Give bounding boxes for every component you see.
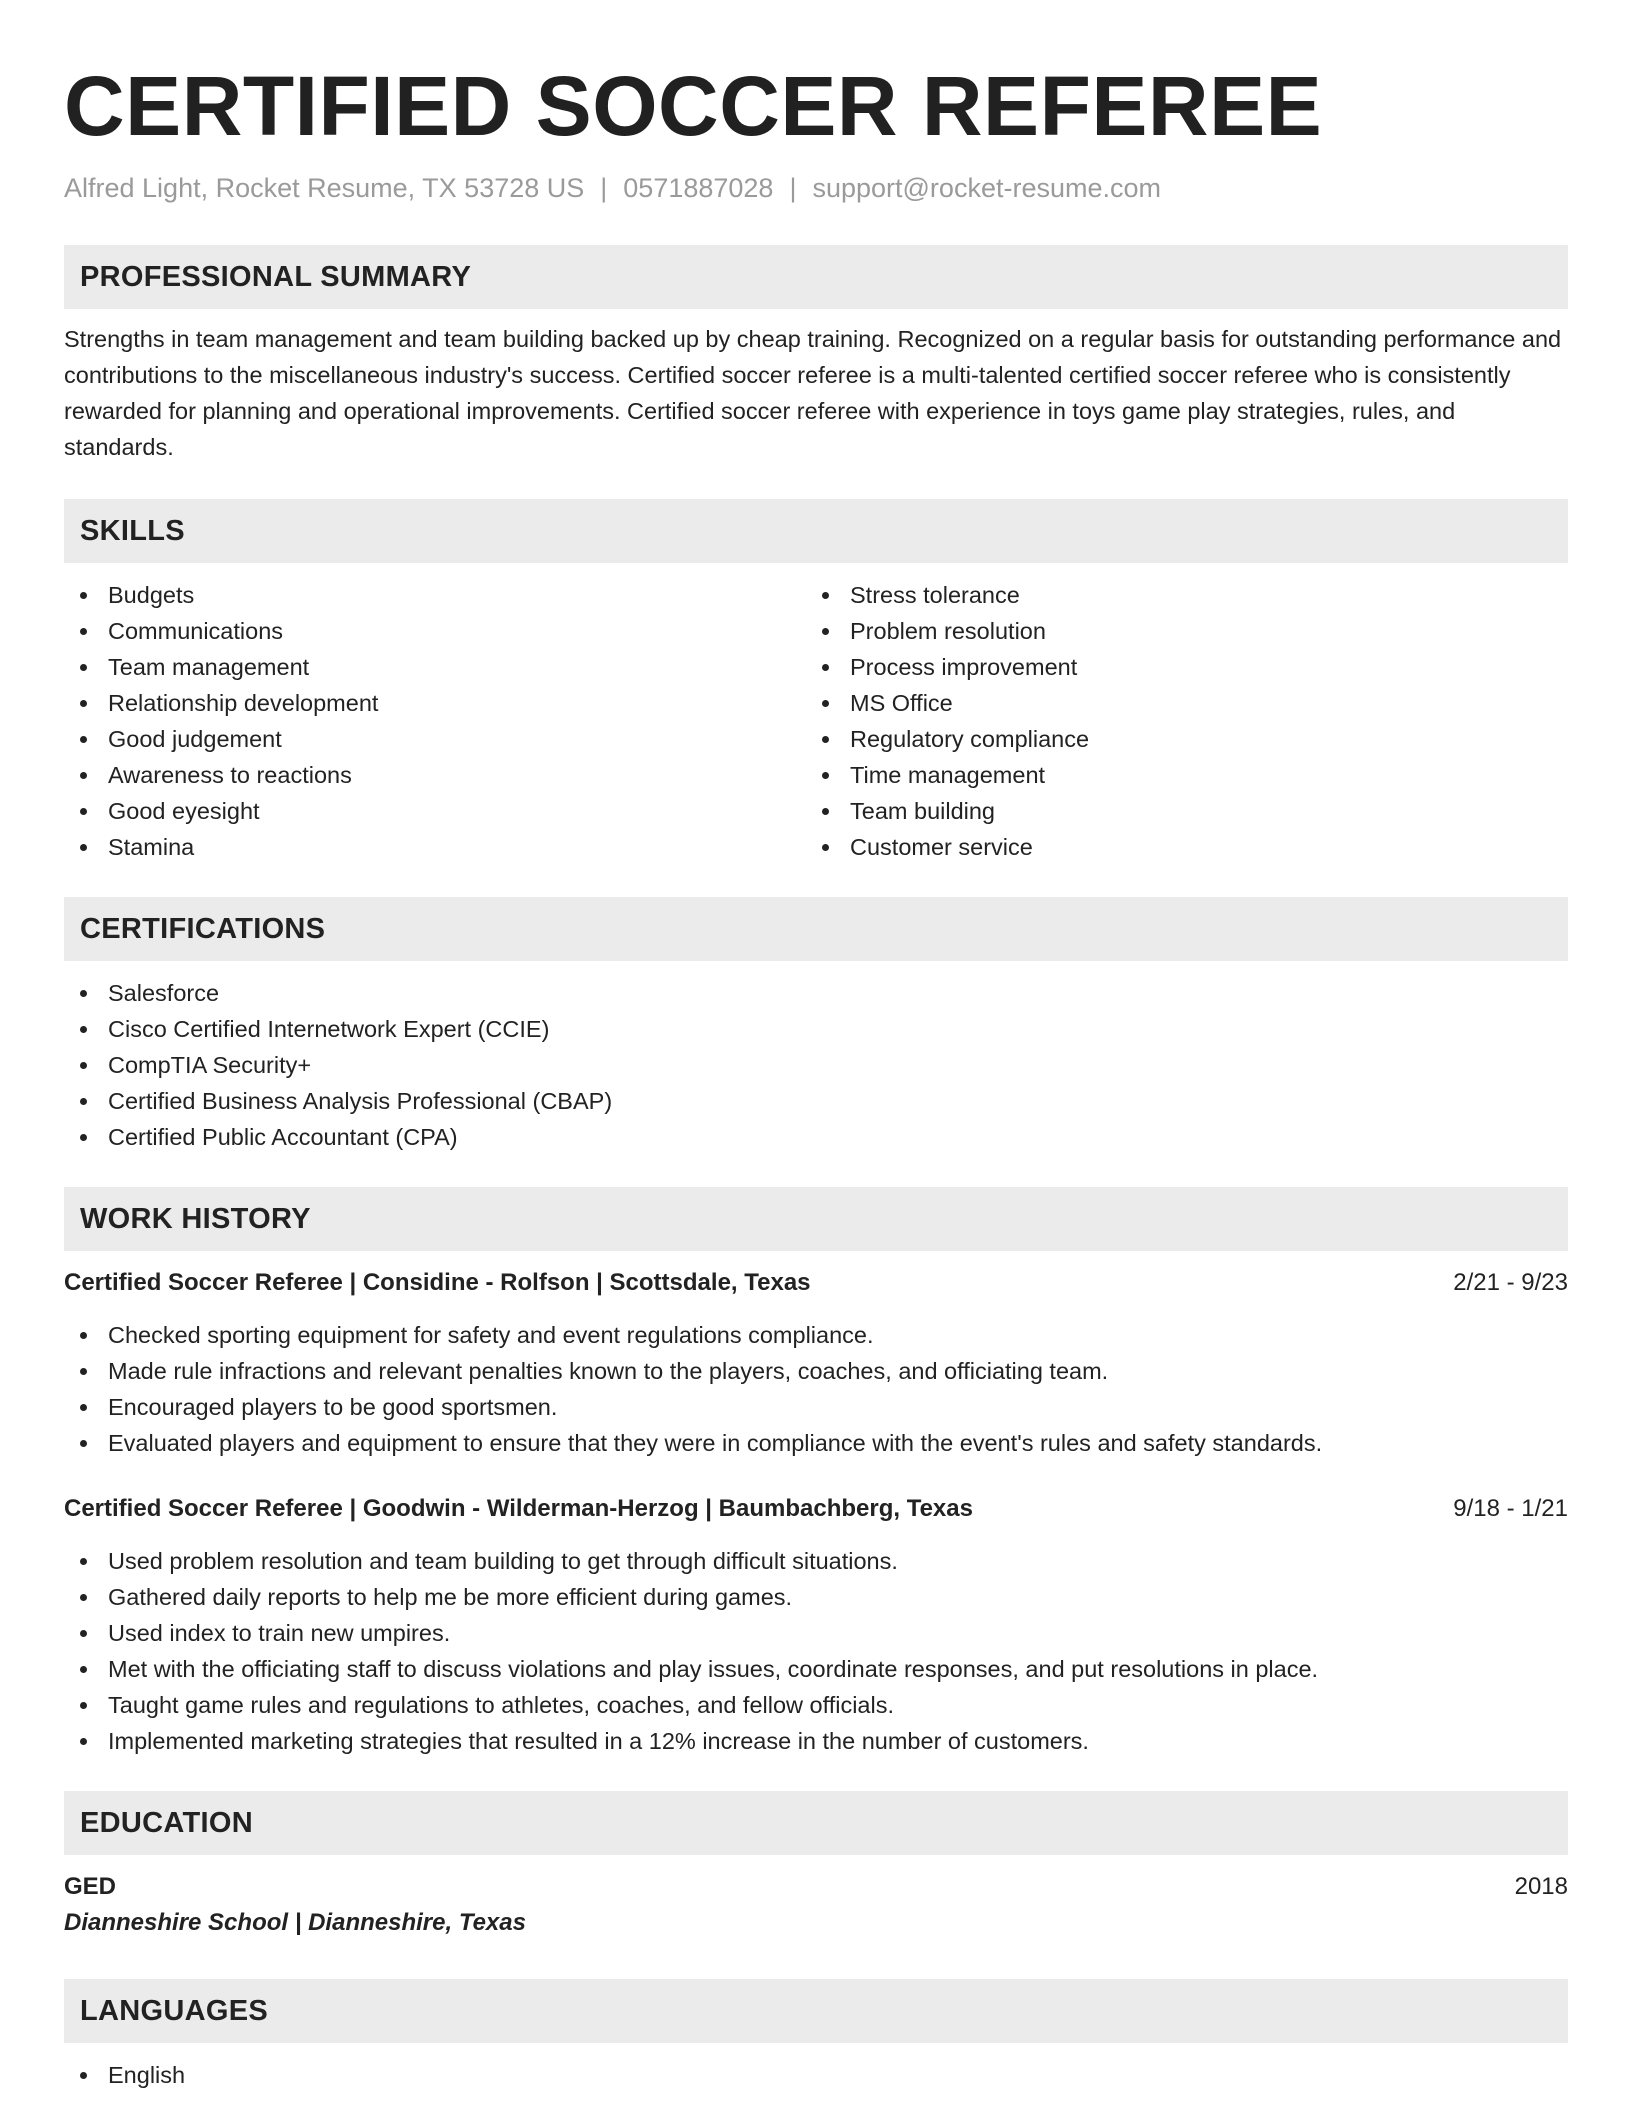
education-header <box>64 1869 1568 1905</box>
education-school: Dianneshire School | Dianneshire, Texas <box>64 1909 526 1936</box>
job-duty-item: Encouraged players to be good sportsmen. <box>64 1389 1568 1425</box>
contact-line <box>64 170 1568 206</box>
skill-item: Communications <box>64 613 806 649</box>
summary-text: Strengths in team management and team building backed up by cheap training. Recognized on a regular basis for outstanding performance and contributions to the miscellaneous industry's success. Certified soccer referee is a multi-talented certified soccer referee who is consistently rewarded for planning and operational improvements. Certified soccer referee with experience in toys game play strategies, rules, and standards. <box>64 326 1562 460</box>
skill-item: Problem resolution <box>806 613 1548 649</box>
job-header <box>64 1491 1568 1527</box>
section-header-work-history: WORK HISTORY <box>64 1187 1568 1251</box>
certification-item: Certified Business Analysis Professional (CBAP) <box>64 1083 1568 1119</box>
skill-item: Stress tolerance <box>806 577 1548 613</box>
skill-item: Relationship development <box>64 685 806 721</box>
resume-title: CERTIFIED SOCCER REFEREE <box>64 59 1323 153</box>
skill-item: Budgets <box>64 577 806 613</box>
contact-email: support@rocket-resume.com <box>812 173 1161 203</box>
job-title: Certified Soccer Referee | Goodwin - Wilderman-Herzog | Baumbachberg, Texas <box>64 1495 973 1522</box>
certification-item: Cisco Certified Internetwork Expert (CCIE) <box>64 1011 1568 1047</box>
education-year: 2018 <box>1514 1873 1568 1900</box>
skill-item: Good eyesight <box>64 793 806 829</box>
contact-separator: | <box>789 173 797 203</box>
job-dates: 9/18 - 1/21 <box>1453 1495 1568 1522</box>
job-duties-list <box>64 1317 1568 1461</box>
skills-column-left <box>64 577 806 865</box>
skills-column-right <box>806 577 1548 865</box>
section-header-education: EDUCATION <box>64 1791 1568 1855</box>
skills-list <box>64 577 1568 865</box>
job-duties-list <box>64 1543 1568 1759</box>
skill-item: Team building <box>806 793 1548 829</box>
certification-item: CompTIA Security+ <box>64 1047 1568 1083</box>
skill-item: Customer service <box>806 829 1548 865</box>
skill-item: Time management <box>806 757 1548 793</box>
section-header-languages: LANGUAGES <box>64 1979 1568 2043</box>
language-item: English <box>64 2057 1568 2093</box>
education-degree: GED <box>64 1873 117 1900</box>
job-duty-item: Checked sporting equipment for safety and event regulations compliance. <box>64 1317 1568 1353</box>
job-duty-item: Used problem resolution and team building to get through difficult situations. <box>64 1543 1568 1579</box>
job-header <box>64 1265 1568 1301</box>
skill-item: Stamina <box>64 829 806 865</box>
education-entry <box>64 1869 1568 1941</box>
languages-list <box>64 2057 1568 2093</box>
skill-item: Awareness to reactions <box>64 757 806 793</box>
job-duty-item: Taught game rules and regulations to athletes, coaches, and fellow officials. <box>64 1687 1568 1723</box>
contact-separator: | <box>600 173 608 203</box>
job-duty-item: Implemented marketing strategies that resulted in a 12% increase in the number of customers. <box>64 1723 1568 1759</box>
skill-item: Team management <box>64 649 806 685</box>
contact-address: Alfred Light, Rocket Resume, TX 53728 US <box>64 173 585 203</box>
job-entry <box>64 1265 1568 1461</box>
job-duty-item: Used index to train new umpires. <box>64 1615 1568 1651</box>
certification-item: Salesforce <box>64 975 1568 1011</box>
job-duty-item: Gathered daily reports to help me be more efficient during games. <box>64 1579 1568 1615</box>
certifications-list <box>64 975 1568 1155</box>
skill-item: Process improvement <box>806 649 1548 685</box>
section-header-skills: SKILLS <box>64 499 1568 563</box>
skill-item: Regulatory compliance <box>806 721 1548 757</box>
job-duty-item: Made rule infractions and relevant penalties known to the players, coaches, and officiating team. <box>64 1353 1568 1389</box>
contact-phone: 0571887028 <box>623 173 774 203</box>
job-entry <box>64 1491 1568 1759</box>
job-duty-item: Met with the officiating staff to discuss violations and play issues, coordinate responses, and put resolutions in place. <box>64 1651 1568 1687</box>
job-title: Certified Soccer Referee | Considine - Rolfson | Scottsdale, Texas <box>64 1269 811 1296</box>
skill-item: MS Office <box>806 685 1548 721</box>
job-dates: 2/21 - 9/23 <box>1453 1269 1568 1296</box>
section-header-summary: PROFESSIONAL SUMMARY <box>64 245 1568 309</box>
certification-item: Certified Public Accountant (CPA) <box>64 1119 1568 1155</box>
section-header-certifications: CERTIFICATIONS <box>64 897 1568 961</box>
job-duty-item: Evaluated players and equipment to ensure that they were in compliance with the event's rules and safety standards. <box>64 1425 1568 1461</box>
resume-page <box>64 0 1568 2093</box>
skill-item: Good judgement <box>64 721 806 757</box>
